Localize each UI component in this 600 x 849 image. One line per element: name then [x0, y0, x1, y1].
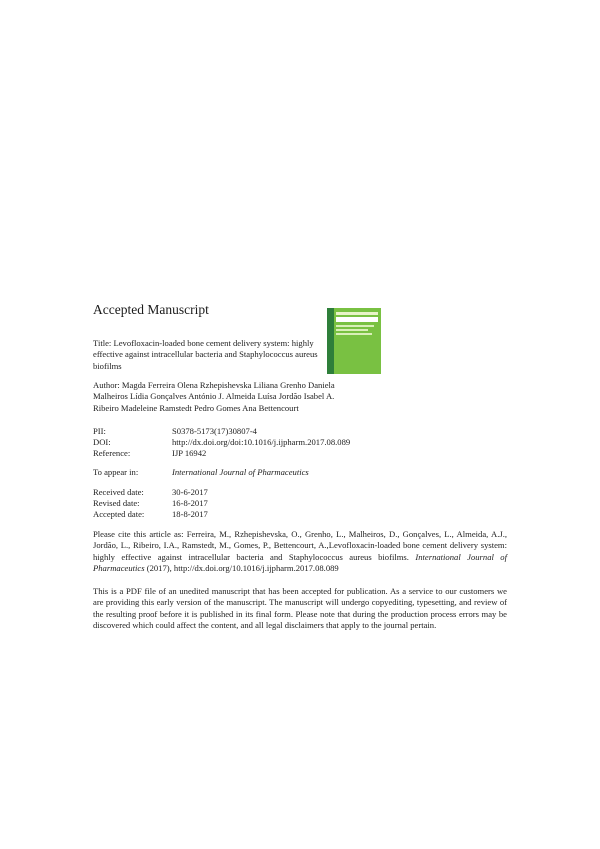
doi-label: DOI:: [93, 437, 111, 447]
revised-value: 16-8-2017: [172, 498, 208, 508]
doi-value[interactable]: http://dx.doi.org/doi:10.1016/j.ijpharm.2017.08.089: [172, 437, 351, 447]
reference-label: Reference:: [93, 448, 131, 458]
revised-label: Revised date:: [93, 498, 140, 508]
citation-text: Please cite this article as: Ferreira, M., Rzhepishevska, O., Grenho, L., Malheiros, D., Gonçalves, L., Almeida, A.J., Jordão, L., Ribeiro, I.A., Ramstedt, M., Gomes, P., Bettencourt, A.,Levofloxacin-loaded bone cement delivery system: highly effective against intracellular bacteria and Staphylococcus aureus biofilms.: [93, 529, 507, 562]
appear-value: International Journal of Pharmaceutics: [172, 467, 309, 477]
manuscript-title: Title: Levofloxacin-loaded bone cement delivery system: highly effective against intracellular bacteria and Staphylococcus aureus biofilms: [93, 338, 318, 371]
citation-paragraph: [93, 529, 507, 574]
received-value: 30-6-2017: [172, 487, 208, 497]
cover-line: [336, 329, 368, 331]
accepted-label: Accepted date:: [93, 509, 145, 519]
pii-label: PII:: [93, 426, 106, 436]
journal-cover-icon: [327, 308, 381, 374]
page-heading: Accepted Manuscript: [93, 302, 209, 317]
pii-value: S0378-5173(17)30807-4: [172, 426, 257, 436]
citation-journal: International Journal of Pharmaceutics: [93, 551, 507, 573]
reference-value: IJP 16942: [172, 448, 207, 458]
cover-line: [336, 333, 372, 335]
cover-title-band: [336, 317, 378, 322]
manuscript-authors: Author: Magda Ferreira Olena Rzhepishevska Liliana Grenho Daniela Malheiros Lídia Gonçalves António J. Almeida Luísa Jordão Isabel A. Ribeiro Madeleine Ramstedt Pedro Gomes Ana Bettencourt: [93, 380, 335, 413]
received-label: Received date:: [93, 487, 144, 497]
accepted-value: 18-8-2017: [172, 509, 208, 519]
cover-top-band: [336, 312, 378, 315]
appear-label: To appear in:: [93, 467, 139, 477]
cover-line: [336, 325, 374, 327]
disclaimer-paragraph: This is a PDF file of an unedited manuscript that has been accepted for publication. As a service to our customers we are providing this early version of the manuscript. The manuscript will undergo copyediting, typesetting, and review of the resulting proof before it is published in its final form. Please note that during the production process errors may be discovered which could affect the content, and all legal disclaimers that apply to the journal pertain.: [93, 586, 507, 630]
cover-stripe: [327, 308, 334, 374]
citation-doi[interactable]: (2017), http://dx.doi.org/10.1016/j.ijpharm.2017.08.089: [146, 562, 339, 573]
